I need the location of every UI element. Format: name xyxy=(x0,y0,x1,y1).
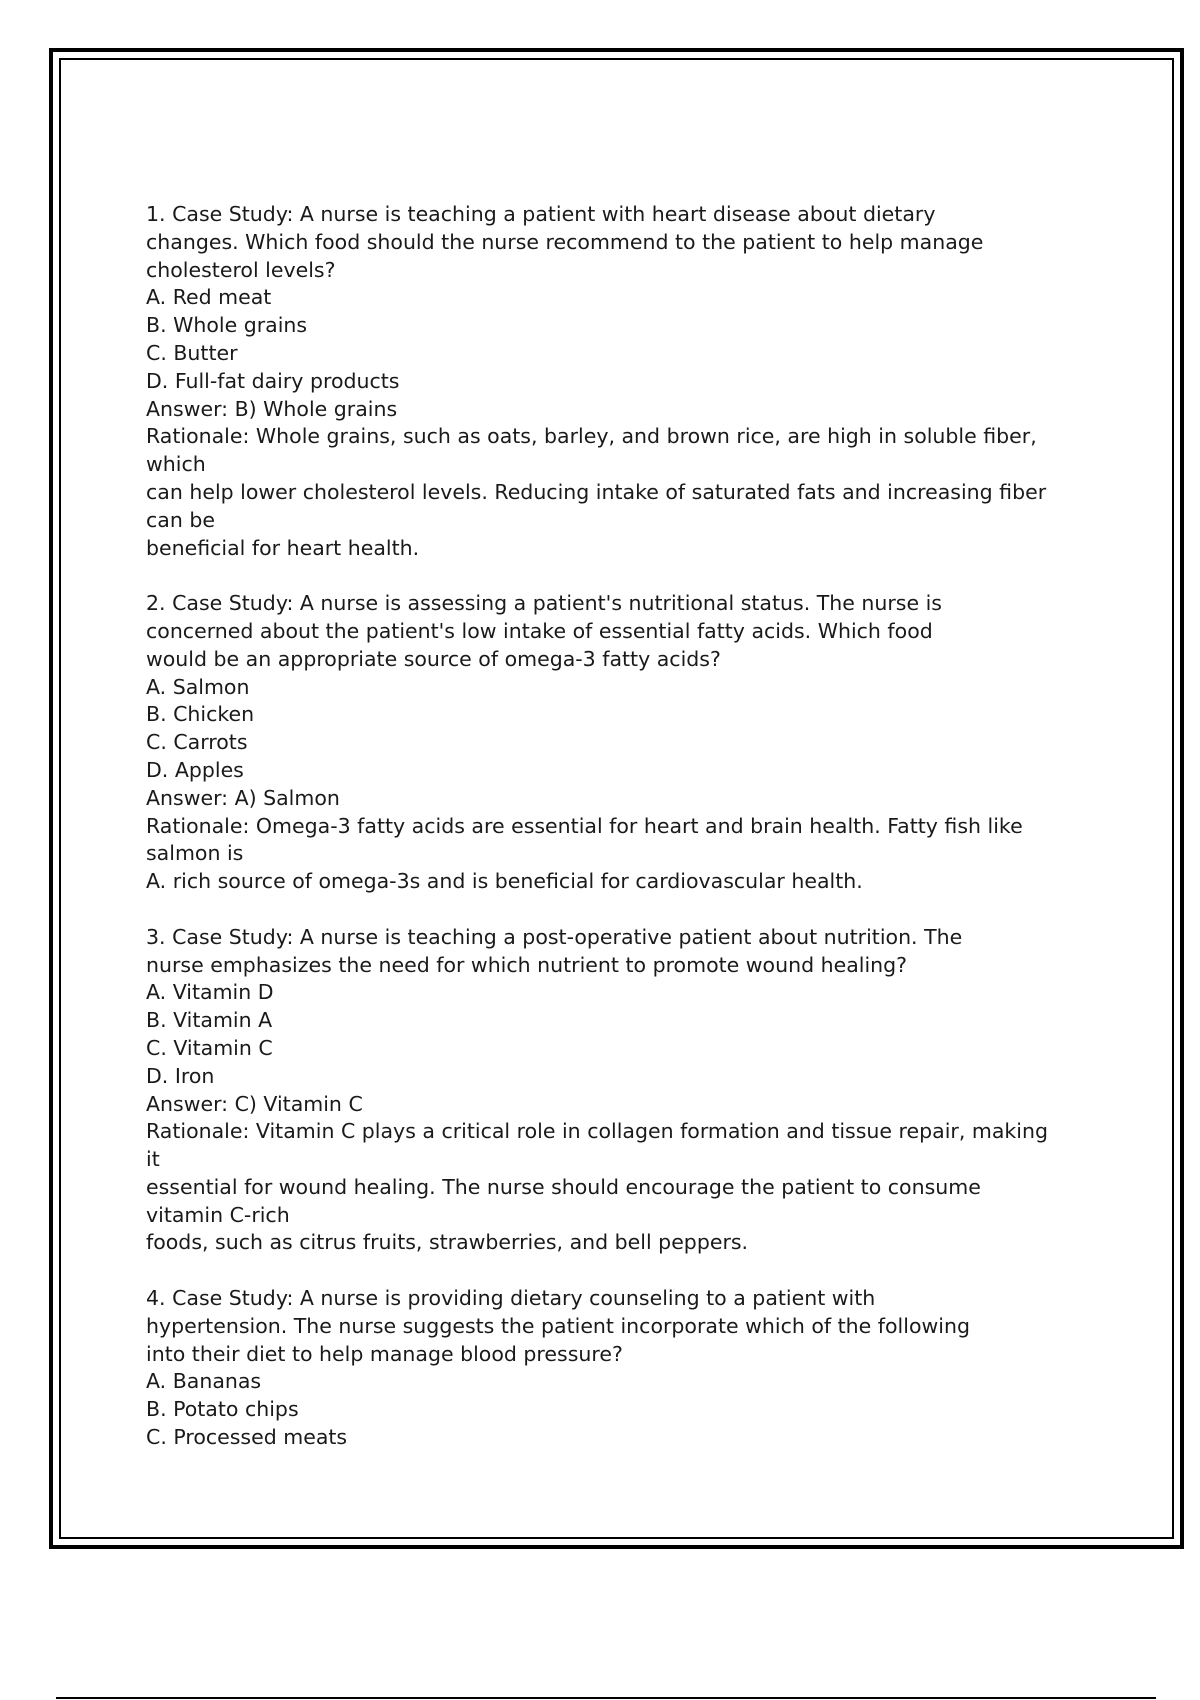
question-list xyxy=(146,201,1096,1480)
rationale-line: can help lower cholesterol levels. Reducing intake of saturated fats and increasing fiber xyxy=(146,479,1047,504)
question-stem-line: would be an appropriate source of omega-3 fatty acids? xyxy=(146,646,721,671)
rationale-line: vitamin C-rich xyxy=(146,1202,290,1227)
option-b: B. Chicken xyxy=(146,702,255,727)
question-3 xyxy=(146,924,1096,1258)
question-stem-line: 2. Case Study: A nurse is assessing a patient's nutritional status. The nurse is xyxy=(146,591,942,616)
question-stem-line: hypertension. The nurse suggests the patient incorporate which of the following xyxy=(146,1313,970,1338)
rationale-line: it xyxy=(146,1147,160,1172)
rationale-line: salmon is xyxy=(146,841,244,866)
question-stem-line: 3. Case Study: A nurse is teaching a post-operative patient about nutrition. The xyxy=(146,924,963,949)
answer: Answer: C) Vitamin C xyxy=(146,1091,363,1116)
option-b: B. Vitamin A xyxy=(146,1008,273,1033)
option-a: A. Vitamin D xyxy=(146,980,274,1005)
question-2 xyxy=(146,590,1096,896)
option-a: A. Red meat xyxy=(146,285,272,310)
question-stem-line: nurse emphasizes the need for which nutrient to promote wound healing? xyxy=(146,952,908,977)
option-b: B. Whole grains xyxy=(146,313,308,338)
option-b: B. Potato chips xyxy=(146,1397,299,1422)
option-c: C. Vitamin C xyxy=(146,1035,273,1060)
question-stem-line: into their diet to help manage blood pressure? xyxy=(146,1341,623,1366)
question-stem-line: cholesterol levels? xyxy=(146,257,336,282)
rationale-line: Rationale: Vitamin C plays a critical role in collagen formation and tissue repair, making xyxy=(146,1119,1048,1144)
answer: Answer: A) Salmon xyxy=(146,785,340,810)
option-a: A. Salmon xyxy=(146,674,250,699)
option-c: C. Carrots xyxy=(146,730,248,755)
answer: Answer: B) Whole grains xyxy=(146,396,398,421)
rationale-line: Rationale: Omega-3 fatty acids are essential for heart and brain health. Fatty fish like xyxy=(146,813,1023,838)
question-1 xyxy=(146,201,1096,562)
footer-divider xyxy=(56,1697,1156,1699)
rationale-line: essential for wound healing. The nurse should encourage the patient to consume xyxy=(146,1174,981,1199)
rationale-line: foods, such as citrus fruits, strawberries, and bell peppers. xyxy=(146,1230,749,1255)
rationale-line: Rationale: Whole grains, such as oats, barley, and brown rice, are high in soluble fiber, xyxy=(146,424,1037,449)
option-d: D. Full-fat dairy products xyxy=(146,368,400,393)
question-stem-line: 1. Case Study: A nurse is teaching a patient with heart disease about dietary xyxy=(146,202,936,226)
option-a: A. Bananas xyxy=(146,1369,262,1394)
question-4 xyxy=(146,1285,1096,1452)
question-stem-line: 4. Case Study: A nurse is providing dietary counseling to a patient with xyxy=(146,1286,876,1311)
option-c: C. Butter xyxy=(146,340,238,365)
rationale-line: can be xyxy=(146,507,215,532)
option-c: C. Processed meats xyxy=(146,1425,348,1450)
rationale-line: A. rich source of omega-3s and is beneficial for cardiovascular health. xyxy=(146,869,863,894)
question-stem-line: changes. Which food should the nurse recommend to the patient to help manage xyxy=(146,229,984,254)
option-d: D. Iron xyxy=(146,1063,215,1088)
rationale-line: beneficial for heart health. xyxy=(146,535,420,560)
option-d: D. Apples xyxy=(146,757,244,782)
question-stem-line: concerned about the patient's low intake of essential fatty acids. Which food xyxy=(146,618,933,643)
rationale-line: which xyxy=(146,452,206,477)
